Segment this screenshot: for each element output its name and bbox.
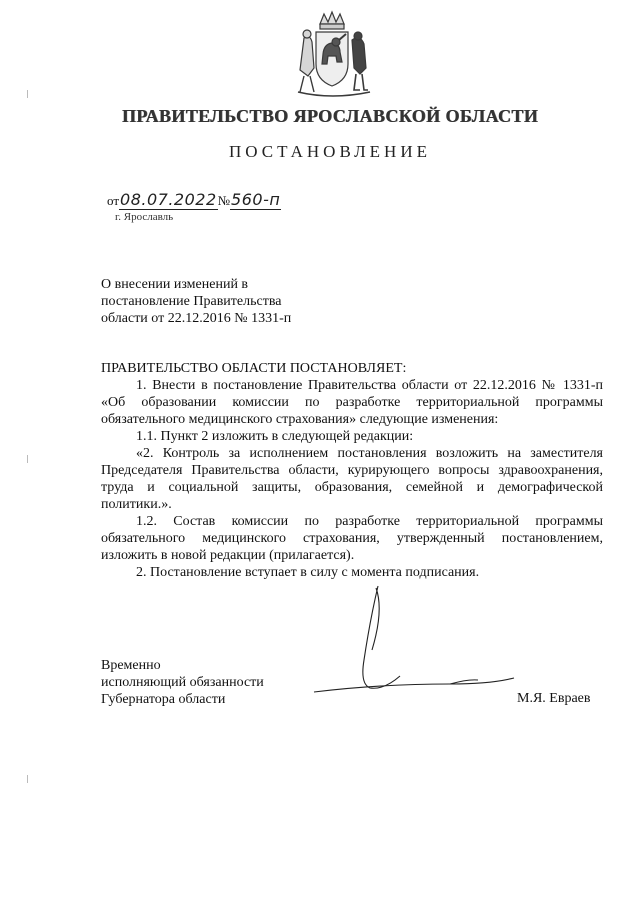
paragraph-1-2: 1.2. Состав комиссии по разработке территориальной программы обязательного медицинского страхования, утвержденный постановлением, изложить в новой редакции (прилагается).: [101, 514, 603, 563]
document-subject: [101, 276, 291, 327]
document-type-title: ПОСТАНОВЛЕНИЕ: [228, 142, 431, 161]
number-prefix: №: [217, 193, 231, 208]
date-prefix: от: [107, 193, 120, 208]
coat-of-arms-icon: [290, 10, 374, 98]
paragraph-1-1-quote: «2. Контроль за исполнением постановления возложить на заместителя Председателя Правительства области, курирующего вопросы здравоохранения, труда и социальной защиты, образования, семейной и демографической политики.».: [101, 446, 603, 512]
signatory-line: Губернатора области: [101, 692, 226, 707]
signatory-line: Временно: [101, 658, 161, 673]
document-body: [101, 360, 603, 581]
paragraph-1: 1. Внести в постановление Правительства области от 22.12.2016 № 1331-п «Об образовании комиссии по разработке территориальной программы обязательного медицинского страхования» следующие изменения:: [101, 378, 603, 427]
government-title: ПРАВИТЕЛЬСТВО ЯРОСЛАВСКОЙ ОБЛАСТИ: [121, 106, 539, 126]
subject-line: О внесении изменений в: [101, 277, 249, 292]
subject-line: области от 22.12.2016 № 1331-п: [101, 311, 292, 326]
document-date: 08.07.2022: [120, 190, 217, 209]
date-number-line: [107, 190, 281, 210]
paragraph-1-1: 1.1. Пункт 2 изложить в следующей редакции:: [136, 429, 414, 444]
paragraph-2: 2. Постановление вступает в силу с момента подписания.: [136, 565, 480, 580]
signatory-name: М.Я. Евраев: [517, 691, 591, 706]
issue-city: г. Ярославль: [115, 211, 174, 223]
signatory-position: [101, 657, 264, 708]
margin-tick: [27, 455, 28, 463]
document-number: 560-п: [231, 190, 281, 209]
signatory-line: исполняющий обязанности: [101, 675, 264, 690]
resolution-heading: ПРАВИТЕЛЬСТВО ОБЛАСТИ ПОСТАНОВЛЯЕТ:: [101, 361, 407, 376]
subject-line: постановление Правительства: [101, 294, 282, 309]
handwritten-signature-icon: [300, 580, 520, 710]
margin-tick: [27, 775, 28, 783]
margin-tick: [27, 90, 28, 98]
